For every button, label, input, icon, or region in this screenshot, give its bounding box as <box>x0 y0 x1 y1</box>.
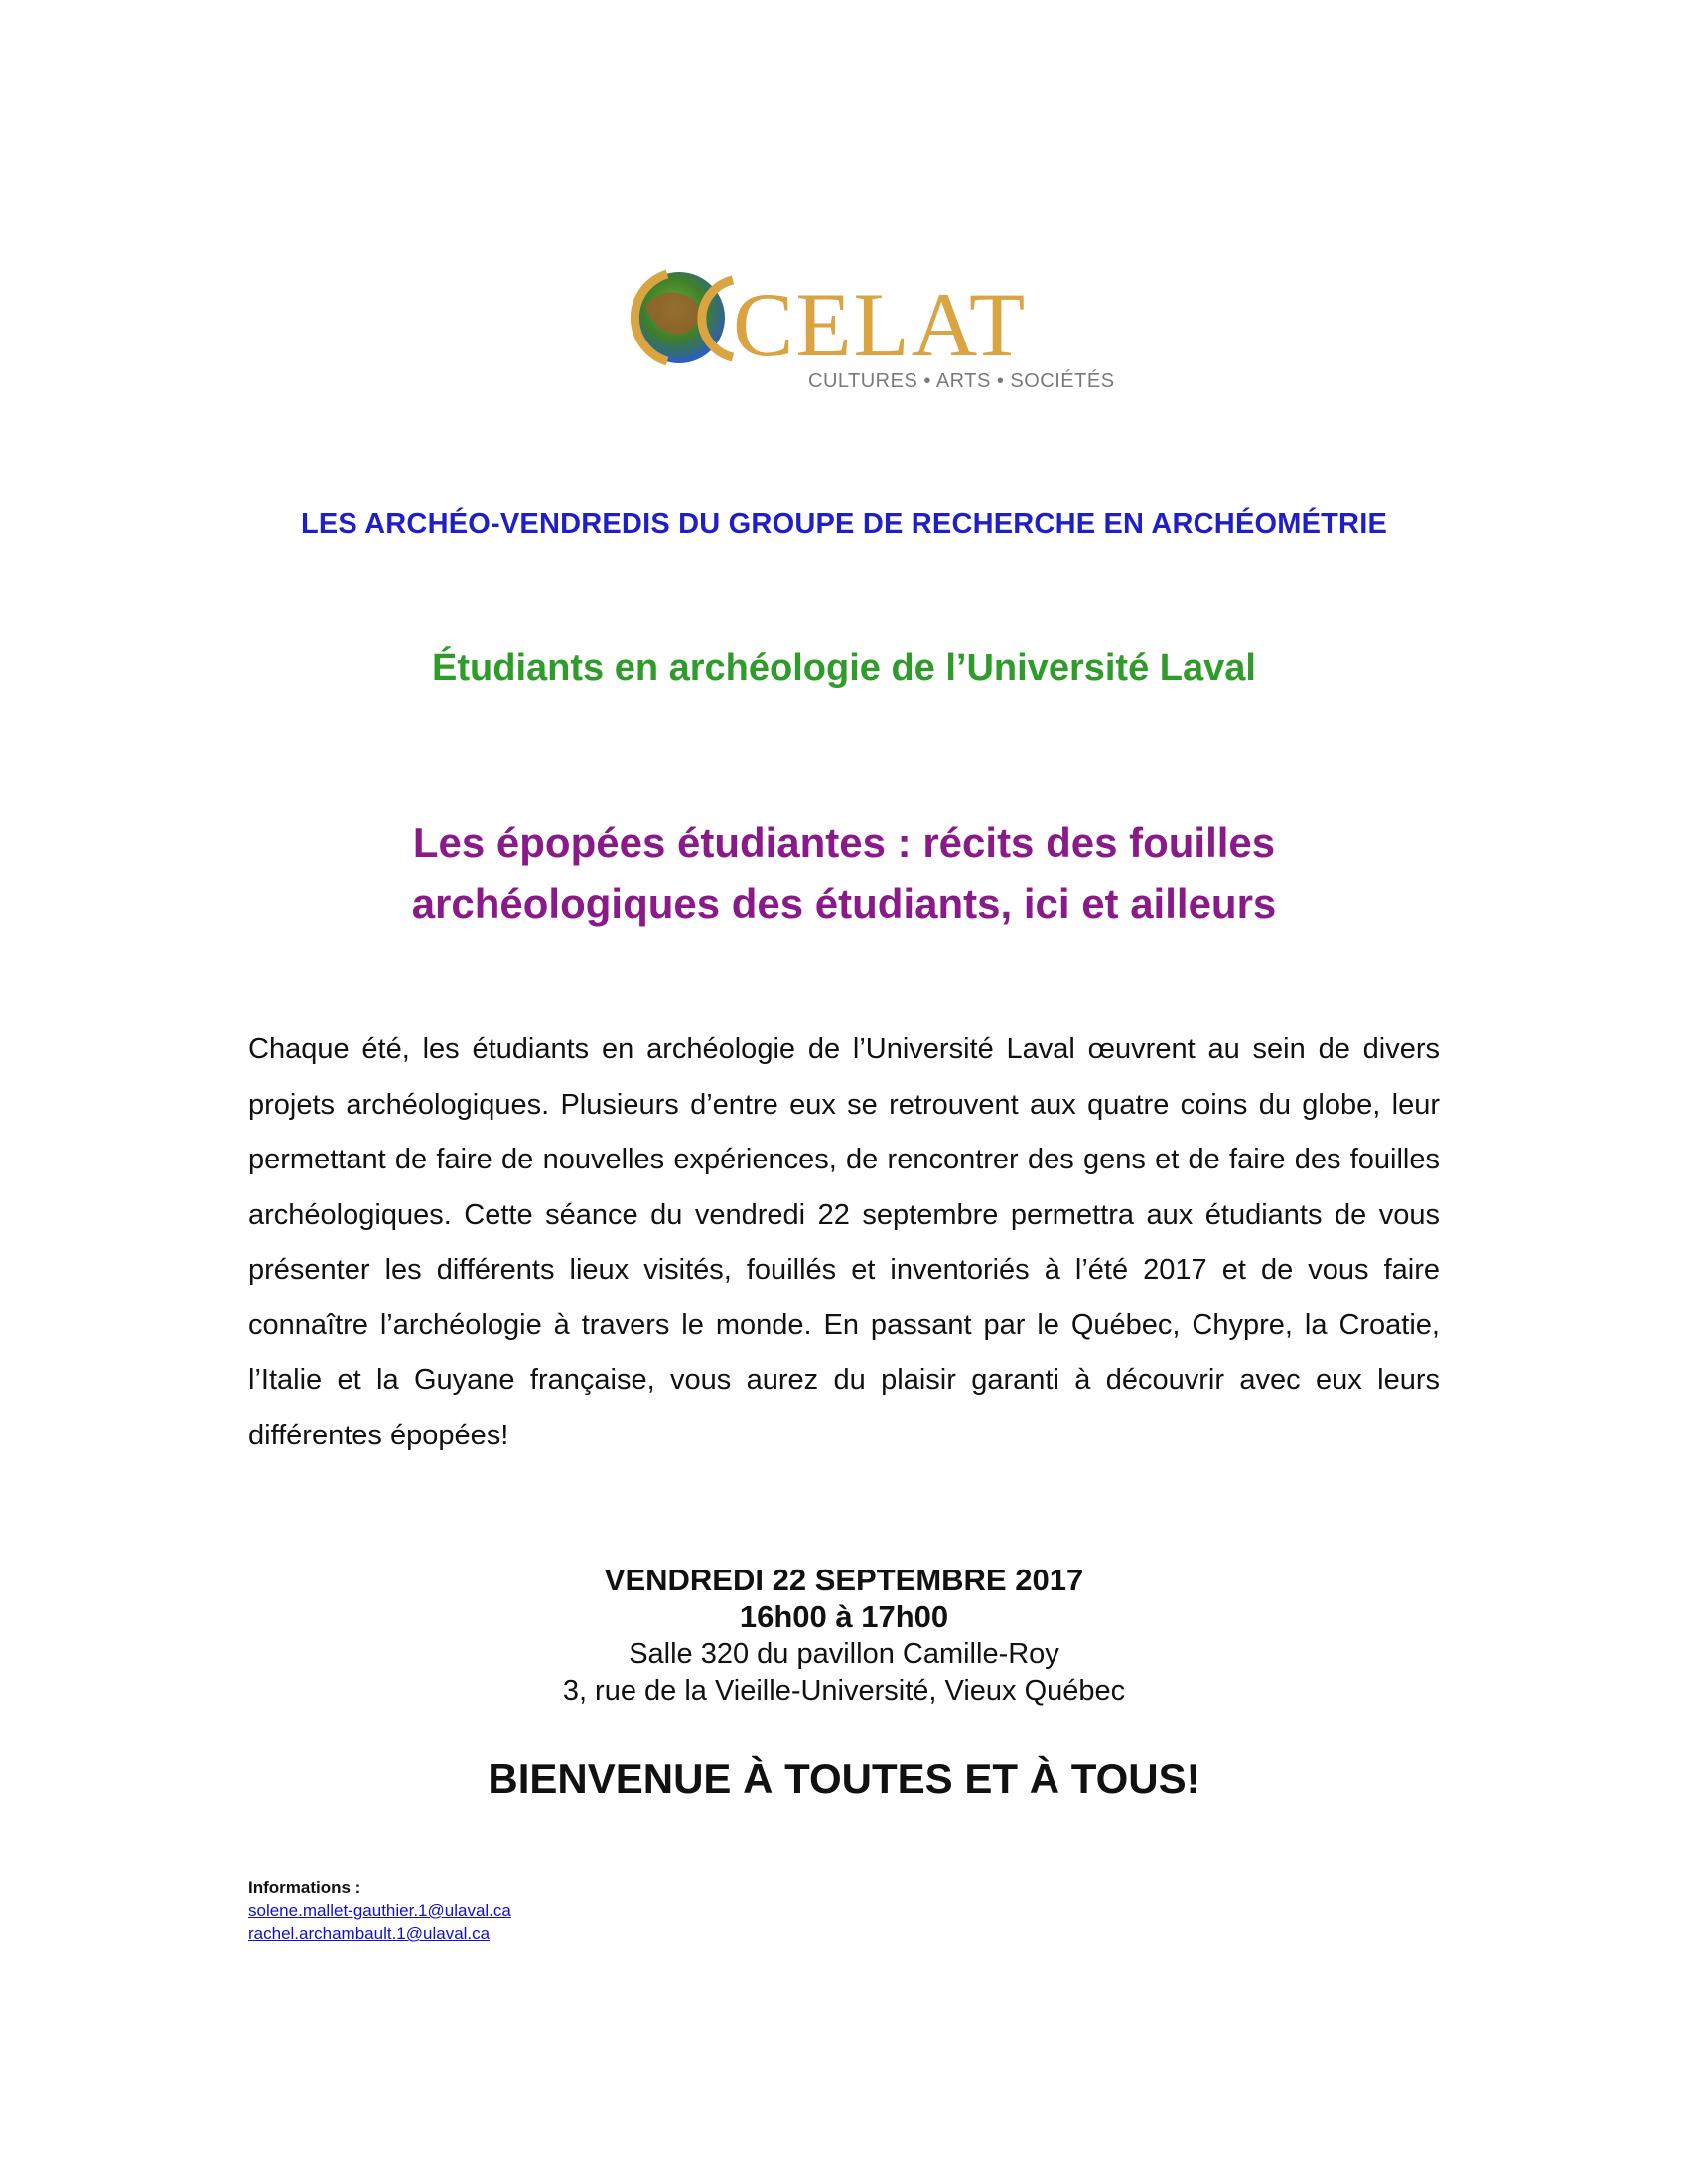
description-paragraph: Chaque été, les étudiants en archéologie de l’Université Laval œuvrent au sein de divers projets archéologiques. Plusieurs d’entre eux se retrouvent aux quatre coins du globe, leur permettant de faire de nouvelles expériences, de rencontrer des gens et de faire des fouilles archéologiques. Cette séance du vendredi 22 septembre permettra aux étudiants de vous présenter les différents lieux visités, fouillés et inventoriés à l’été 2017 et de vous faire connaître l’archéologie à travers le monde. En passant par le Québec, Chypre, la Croatie, l’Italie et la Guyane française, vous aurez du plaisir garanti à découvrir avec eux leurs différentes épopées! <box>248 1033 1440 1451</box>
logo-tagline: CULTURES • ARTS • SOCIÉTÉS <box>808 370 1115 392</box>
event-time: 16h00 à 17h00 <box>739 1599 949 1634</box>
info-label: Informations : <box>248 1878 361 1897</box>
talk-title-line-2: archéologiques des étudiants, ici et ailleurs <box>411 881 1277 927</box>
talk-title <box>0 812 1688 935</box>
event-details <box>0 1563 1688 1709</box>
logo-wordmark: CELAT <box>733 274 1028 375</box>
email-link[interactable]: rachel.archambault.1@ulaval.ca <box>248 1924 491 1943</box>
event-date: VENDREDI 22 SEPTEMBRE 2017 <box>604 1563 1084 1597</box>
celat-logo <box>624 266 1115 395</box>
event-address: 3, rue de la Vieille-Université, Vieux Québec <box>562 1675 1126 1706</box>
event-room: Salle 320 du pavillon Camille-Roy <box>629 1638 1059 1670</box>
email-link[interactable]: solene.mallet-gauthier.1@ulaval.ca <box>248 1901 511 1920</box>
contact-info <box>248 1876 511 1945</box>
talk-title-line-1: Les épopées étudiantes : récits des fouilles <box>412 819 1276 866</box>
welcome-message: BIENVENUE À TOUTES ET À TOUS! <box>488 1755 1200 1802</box>
series-title: LES ARCHÉO-VENDREDIS DU GROUPE DE RECHERCHE EN ARCHÉOMÉTRIE <box>300 508 1388 540</box>
organizer-title: Étudiants en archéologie de l’Université Laval <box>432 647 1256 689</box>
